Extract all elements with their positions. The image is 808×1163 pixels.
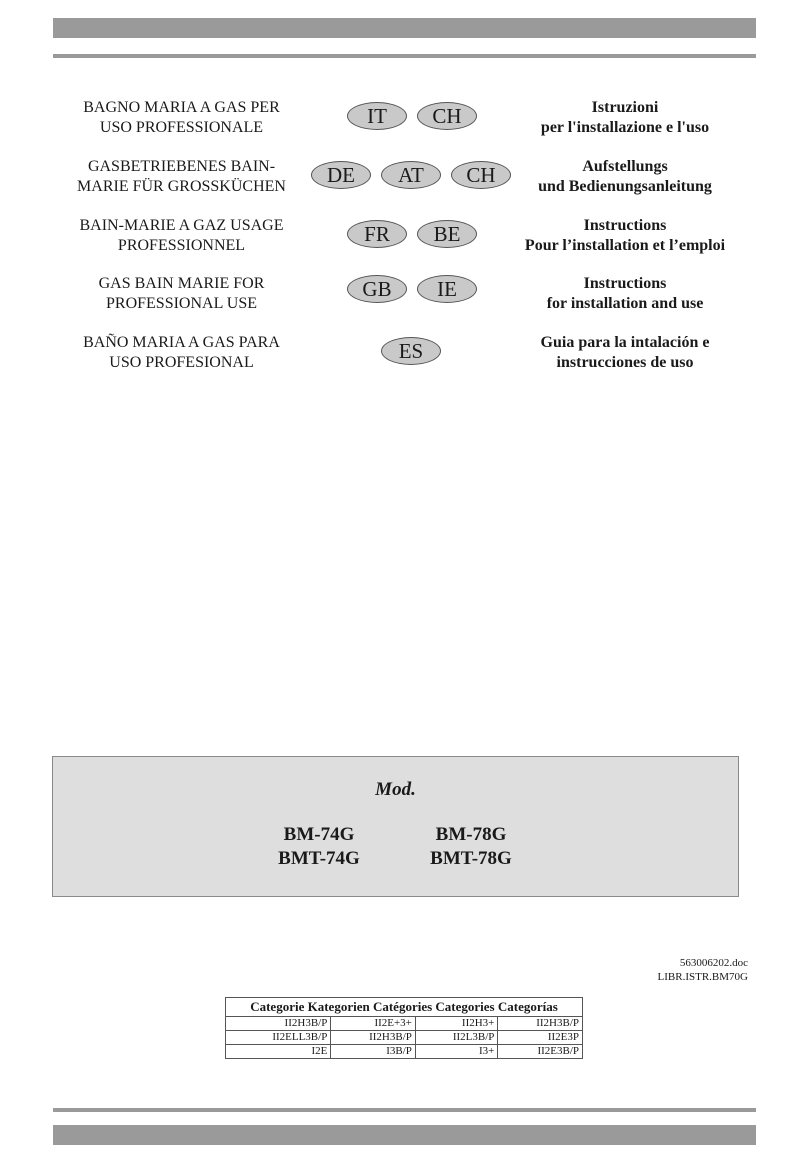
bottom-divider-line xyxy=(53,1108,756,1112)
subtitle-fr: Instructions Pour l’installation et l’emploi xyxy=(524,217,726,254)
badge-ie: IE xyxy=(417,275,477,303)
badge-fr: FR xyxy=(347,220,407,248)
badge-de: DE xyxy=(311,161,371,189)
model-bm-74g: BM-74G xyxy=(283,824,355,845)
model-bm-78g: BM-78G xyxy=(435,824,507,845)
categories-header-row xyxy=(226,998,583,1017)
top-header-bar xyxy=(53,18,756,38)
badge-ch: CH xyxy=(417,102,477,130)
model-bmt-74g: BMT-74G xyxy=(278,848,360,869)
subtitle-de: Aufstellungs und Bedienungsanleitung xyxy=(538,158,712,195)
top-divider-line xyxy=(53,54,756,58)
badge-gb: GB xyxy=(347,275,407,303)
table-cell: II2E3B/P xyxy=(498,1045,583,1059)
language-row-gb xyxy=(53,274,756,322)
table-cell: II2E3P xyxy=(498,1031,583,1045)
badge-ch: CH xyxy=(451,161,511,189)
table-cell: I3B/P xyxy=(331,1045,416,1059)
model-box xyxy=(52,756,739,897)
subtitle-gb: Instructions for installation and use xyxy=(546,275,704,312)
table-cell: II2L3B/P xyxy=(415,1031,498,1045)
table-row xyxy=(226,1031,583,1045)
language-row-es xyxy=(53,333,756,381)
title-it: BAGNO MARIA A GAS PER USO PROFESSIONALE xyxy=(83,99,280,136)
doc-filename: 563006202.doc xyxy=(679,957,748,969)
doc-code: LIBR.ISTR.BM70G xyxy=(657,971,748,983)
badge-it: IT xyxy=(347,102,407,130)
categories-header: Categorie Kategorien Catégories Categories Categorías xyxy=(226,998,583,1017)
title-de: GASBETRIEBENES BAIN- MARIE FÜR GROSSKÜCHEN xyxy=(77,158,286,195)
bottom-footer-bar xyxy=(53,1125,756,1145)
table-cell: II2H3B/P xyxy=(226,1017,331,1031)
table-cell: II2H3+ xyxy=(415,1017,498,1031)
language-row-it xyxy=(53,98,756,146)
language-row-de xyxy=(53,157,756,205)
model-column-1 xyxy=(249,823,389,871)
badge-es: ES xyxy=(381,337,441,365)
table-cell: II2H3B/P xyxy=(498,1017,583,1031)
badge-at: AT xyxy=(381,161,441,189)
model-label: Mod. xyxy=(375,779,416,800)
badge-be: BE xyxy=(417,220,477,248)
table-cell: II2E+3+ xyxy=(331,1017,416,1031)
model-column-2 xyxy=(401,823,541,871)
title-gb: GAS BAIN MARIE FOR PROFESSIONAL USE xyxy=(98,275,265,312)
title-fr: BAIN-MARIE A GAZ USAGE PROFESSIONNEL xyxy=(79,217,284,254)
language-row-fr xyxy=(53,216,756,264)
categories-table xyxy=(225,997,583,1059)
table-cell: II2H3B/P xyxy=(331,1031,416,1045)
table-cell: I2E xyxy=(226,1045,331,1059)
subtitle-es: Guia para la intalación e instrucciones de uso xyxy=(540,334,710,371)
table-cell: I3+ xyxy=(415,1045,498,1059)
subtitle-it: Istruzioni per l'installazione e l'uso xyxy=(540,99,710,136)
model-bmt-78g: BMT-78G xyxy=(430,848,512,869)
title-es: BAÑO MARIA A GAS PARA USO PROFESIONAL xyxy=(83,334,280,371)
table-cell: II2ELL3B/P xyxy=(226,1031,331,1045)
table-row xyxy=(226,1045,583,1059)
table-row xyxy=(226,1017,583,1031)
